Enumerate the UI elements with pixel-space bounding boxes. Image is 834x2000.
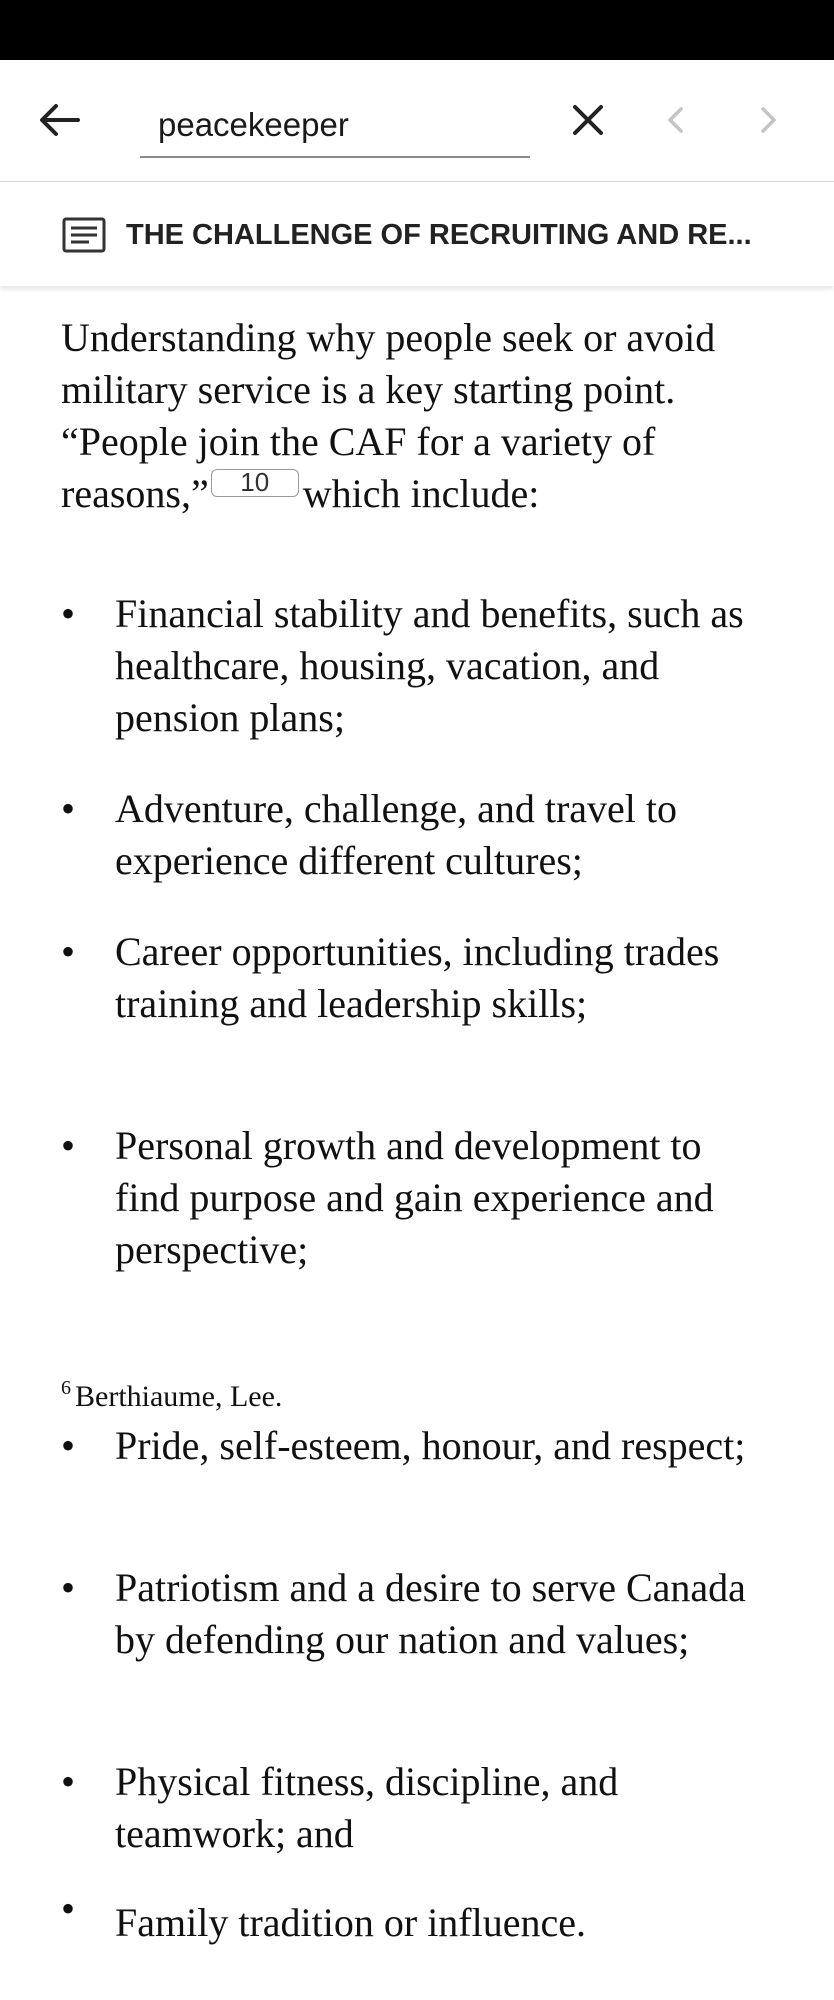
bullet-icon: • <box>61 1886 76 1931</box>
search-field[interactable] <box>140 96 530 158</box>
list-item-text: Family tradition or influence. <box>115 1900 586 1945</box>
chevron-right-icon <box>753 105 783 135</box>
bullet-icon: • <box>61 1565 76 1610</box>
back-button[interactable] <box>28 88 92 152</box>
list-item-text: Physical fitness, discipline, and teamwork; and <box>115 1759 619 1856</box>
intro-text-after: which include: <box>302 471 540 516</box>
footnote <box>61 1368 282 1417</box>
bullet-icon: • <box>61 1759 76 1804</box>
chapter-header[interactable] <box>0 183 834 286</box>
chevron-left-icon <box>661 105 691 135</box>
bullet-icon: • <box>61 786 76 831</box>
document-lines-icon <box>62 217 106 253</box>
bullet-icon: • <box>61 929 76 974</box>
arrow-left-icon <box>38 98 82 142</box>
list-item-text: Pride, self-esteem, honour, and respect; <box>115 1423 746 1468</box>
footnote-number: 6 <box>61 1377 71 1399</box>
list-item-text: Financial stability and benefits, such as healthcare, housing, vacation, and pension plans; <box>115 591 744 740</box>
search-toolbar <box>0 60 834 182</box>
footnote-text: Berthiaume, Lee. <box>75 1380 283 1413</box>
intro-paragraph <box>61 312 801 520</box>
chapter-title: THE CHALLENGE OF RECRUITING AND RE... <box>126 219 752 251</box>
bullet-icon: • <box>61 1123 76 1168</box>
bullet-icon: • <box>61 591 76 636</box>
status-bar <box>0 0 834 60</box>
next-result-button[interactable] <box>736 88 800 152</box>
previous-result-button[interactable] <box>644 88 708 152</box>
search-input[interactable] <box>158 102 518 148</box>
reference-link[interactable]: 10 <box>211 469 299 497</box>
close-icon <box>570 102 606 138</box>
intro-text: Understanding why people seek or avoid military service is a key starting point. “People join the CAF for a variety of reasons,” <box>61 315 716 516</box>
list-item-text: Personal growth and development to find purpose and gain experience and perspective; <box>115 1123 714 1272</box>
list-item-text: Patriotism and a desire to serve Canada by defending our nation and values; <box>115 1565 746 1662</box>
list-item-text: Career opportunities, including trades training and leadership skills; <box>115 929 720 1026</box>
bullet-icon: • <box>61 1423 76 1468</box>
clear-search-button[interactable] <box>556 88 620 152</box>
list-item-text: Adventure, challenge, and travel to experience different cultures; <box>115 786 677 883</box>
